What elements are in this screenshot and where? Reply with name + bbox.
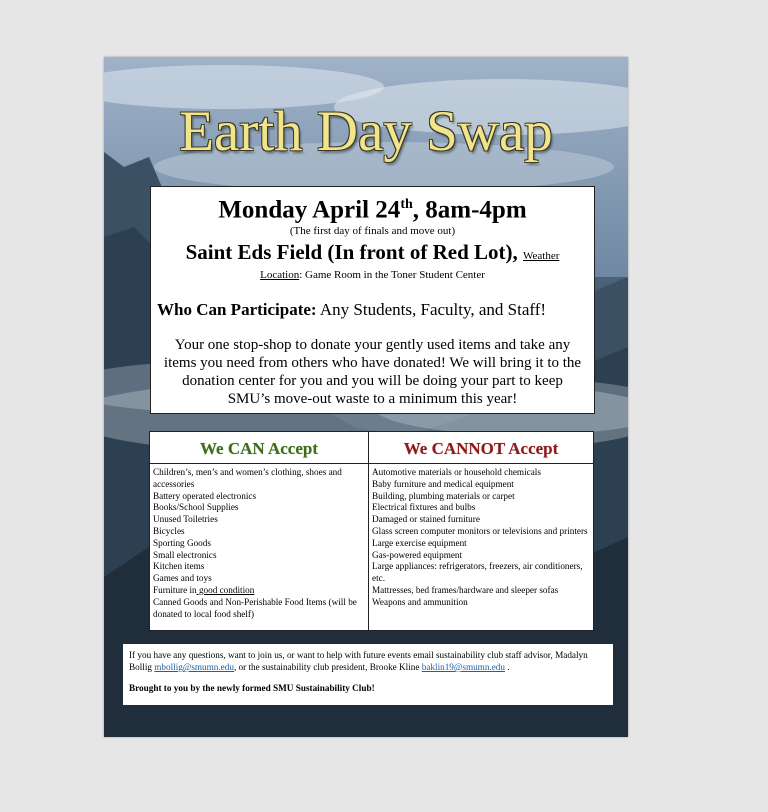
event-date bbox=[151, 190, 594, 225]
list-item: Games and toys bbox=[153, 573, 212, 584]
list-item: Kitchen items bbox=[153, 561, 205, 572]
list-item: Mattresses, bed frames/hardware and sleeper sofas bbox=[372, 584, 559, 595]
list-item: Building, plumbing materials or carpet bbox=[372, 490, 515, 501]
list-item: Baby furniture and medical equipment bbox=[372, 478, 514, 489]
list-item: Children’s, men’s and women’s clothing, shoes and accessories bbox=[153, 467, 342, 489]
contact-text bbox=[129, 649, 607, 673]
flyer-title: Earth Day Swap bbox=[179, 100, 553, 163]
furniture-condition: good condition bbox=[196, 584, 255, 595]
cannot-accept-column bbox=[369, 432, 593, 630]
can-accept-list bbox=[153, 467, 364, 620]
list-item: Books/School Supplies bbox=[153, 502, 239, 513]
list-item-furniture bbox=[153, 585, 364, 597]
list-item: Large appliances: refrigerators, freezers, air conditioners, etc. bbox=[372, 561, 583, 584]
list-item: Unused Toiletries bbox=[153, 514, 218, 525]
flyer-page bbox=[104, 57, 628, 737]
event-place bbox=[151, 239, 594, 269]
list-item: Large exercise equipment bbox=[372, 537, 467, 548]
event-info-box bbox=[150, 186, 595, 414]
list-item: Sporting Goods bbox=[153, 537, 211, 548]
cannot-accept-list bbox=[372, 467, 589, 609]
list-item: Canned Goods and Non-Perishable Food Items (will be donated to local food shelf) bbox=[153, 596, 357, 619]
furniture-prefix: Furniture in bbox=[153, 584, 197, 595]
weather-location bbox=[151, 269, 594, 282]
brought-by-text: Brought to you by the newly formed SMU Sustainability Club! bbox=[129, 683, 375, 693]
who-text: Any Students, Faculty, and Staff! bbox=[316, 300, 547, 320]
who-can-participate bbox=[151, 300, 594, 320]
list-item: Battery operated electronics bbox=[153, 490, 257, 501]
list-item: Bicycles bbox=[153, 525, 185, 536]
list-item: Electrical fixtures and bulbs bbox=[372, 502, 476, 513]
date-main: Monday April 24 bbox=[218, 196, 401, 224]
list-item: Gas-powered equipment bbox=[372, 549, 463, 560]
list-item: Small electronics bbox=[153, 549, 217, 560]
list-item: Damaged or stained furniture bbox=[372, 514, 480, 525]
date-superscript: th bbox=[400, 197, 413, 212]
cannot-accept-header: We CANNOT Accept bbox=[369, 432, 593, 464]
can-accept-column bbox=[150, 432, 369, 630]
list-item: Glass screen computer monitors or televisions and printers bbox=[372, 525, 588, 536]
date-time: , 8am-4pm bbox=[412, 196, 527, 224]
event-description: Your one stop-shop to donate your gently used items and take any items you need from others who have donated! We will bring it to the donation center for you and you will be doing your part to keep SMU’s move-out waste to a minimum this year! bbox=[163, 337, 582, 408]
date-note: (The first day of finals and move out) bbox=[289, 225, 456, 238]
location-label: Location bbox=[260, 269, 300, 282]
advisor-email-link[interactable]: mbollig@smumn.edu bbox=[154, 662, 234, 672]
who-label: Who Can Participate: bbox=[157, 300, 317, 320]
list-item: Automotive materials or household chemicals bbox=[372, 467, 541, 477]
location-text: : Game Room in the Toner Student Center bbox=[299, 269, 485, 282]
list-item: Weapons and ammunition bbox=[372, 596, 468, 607]
accept-table bbox=[149, 431, 594, 631]
can-accept-header: We CAN Accept bbox=[150, 432, 368, 464]
place-text: Saint Eds Field (In front of Red Lot), bbox=[185, 240, 518, 265]
footer-box bbox=[123, 644, 613, 705]
president-email-link[interactable]: baklin19@smumn.edu bbox=[421, 662, 505, 672]
weather-link[interactable]: Weather bbox=[523, 250, 560, 263]
contact-text-1: If you have any questions, want to join us, or want to help with future events email sustainability club staff advisor, Madalyn Bollig bbox=[129, 650, 588, 672]
contact-text-2: , or the sustainability club president, Brooke Kline bbox=[233, 662, 422, 672]
contact-text-3: . bbox=[504, 662, 510, 672]
